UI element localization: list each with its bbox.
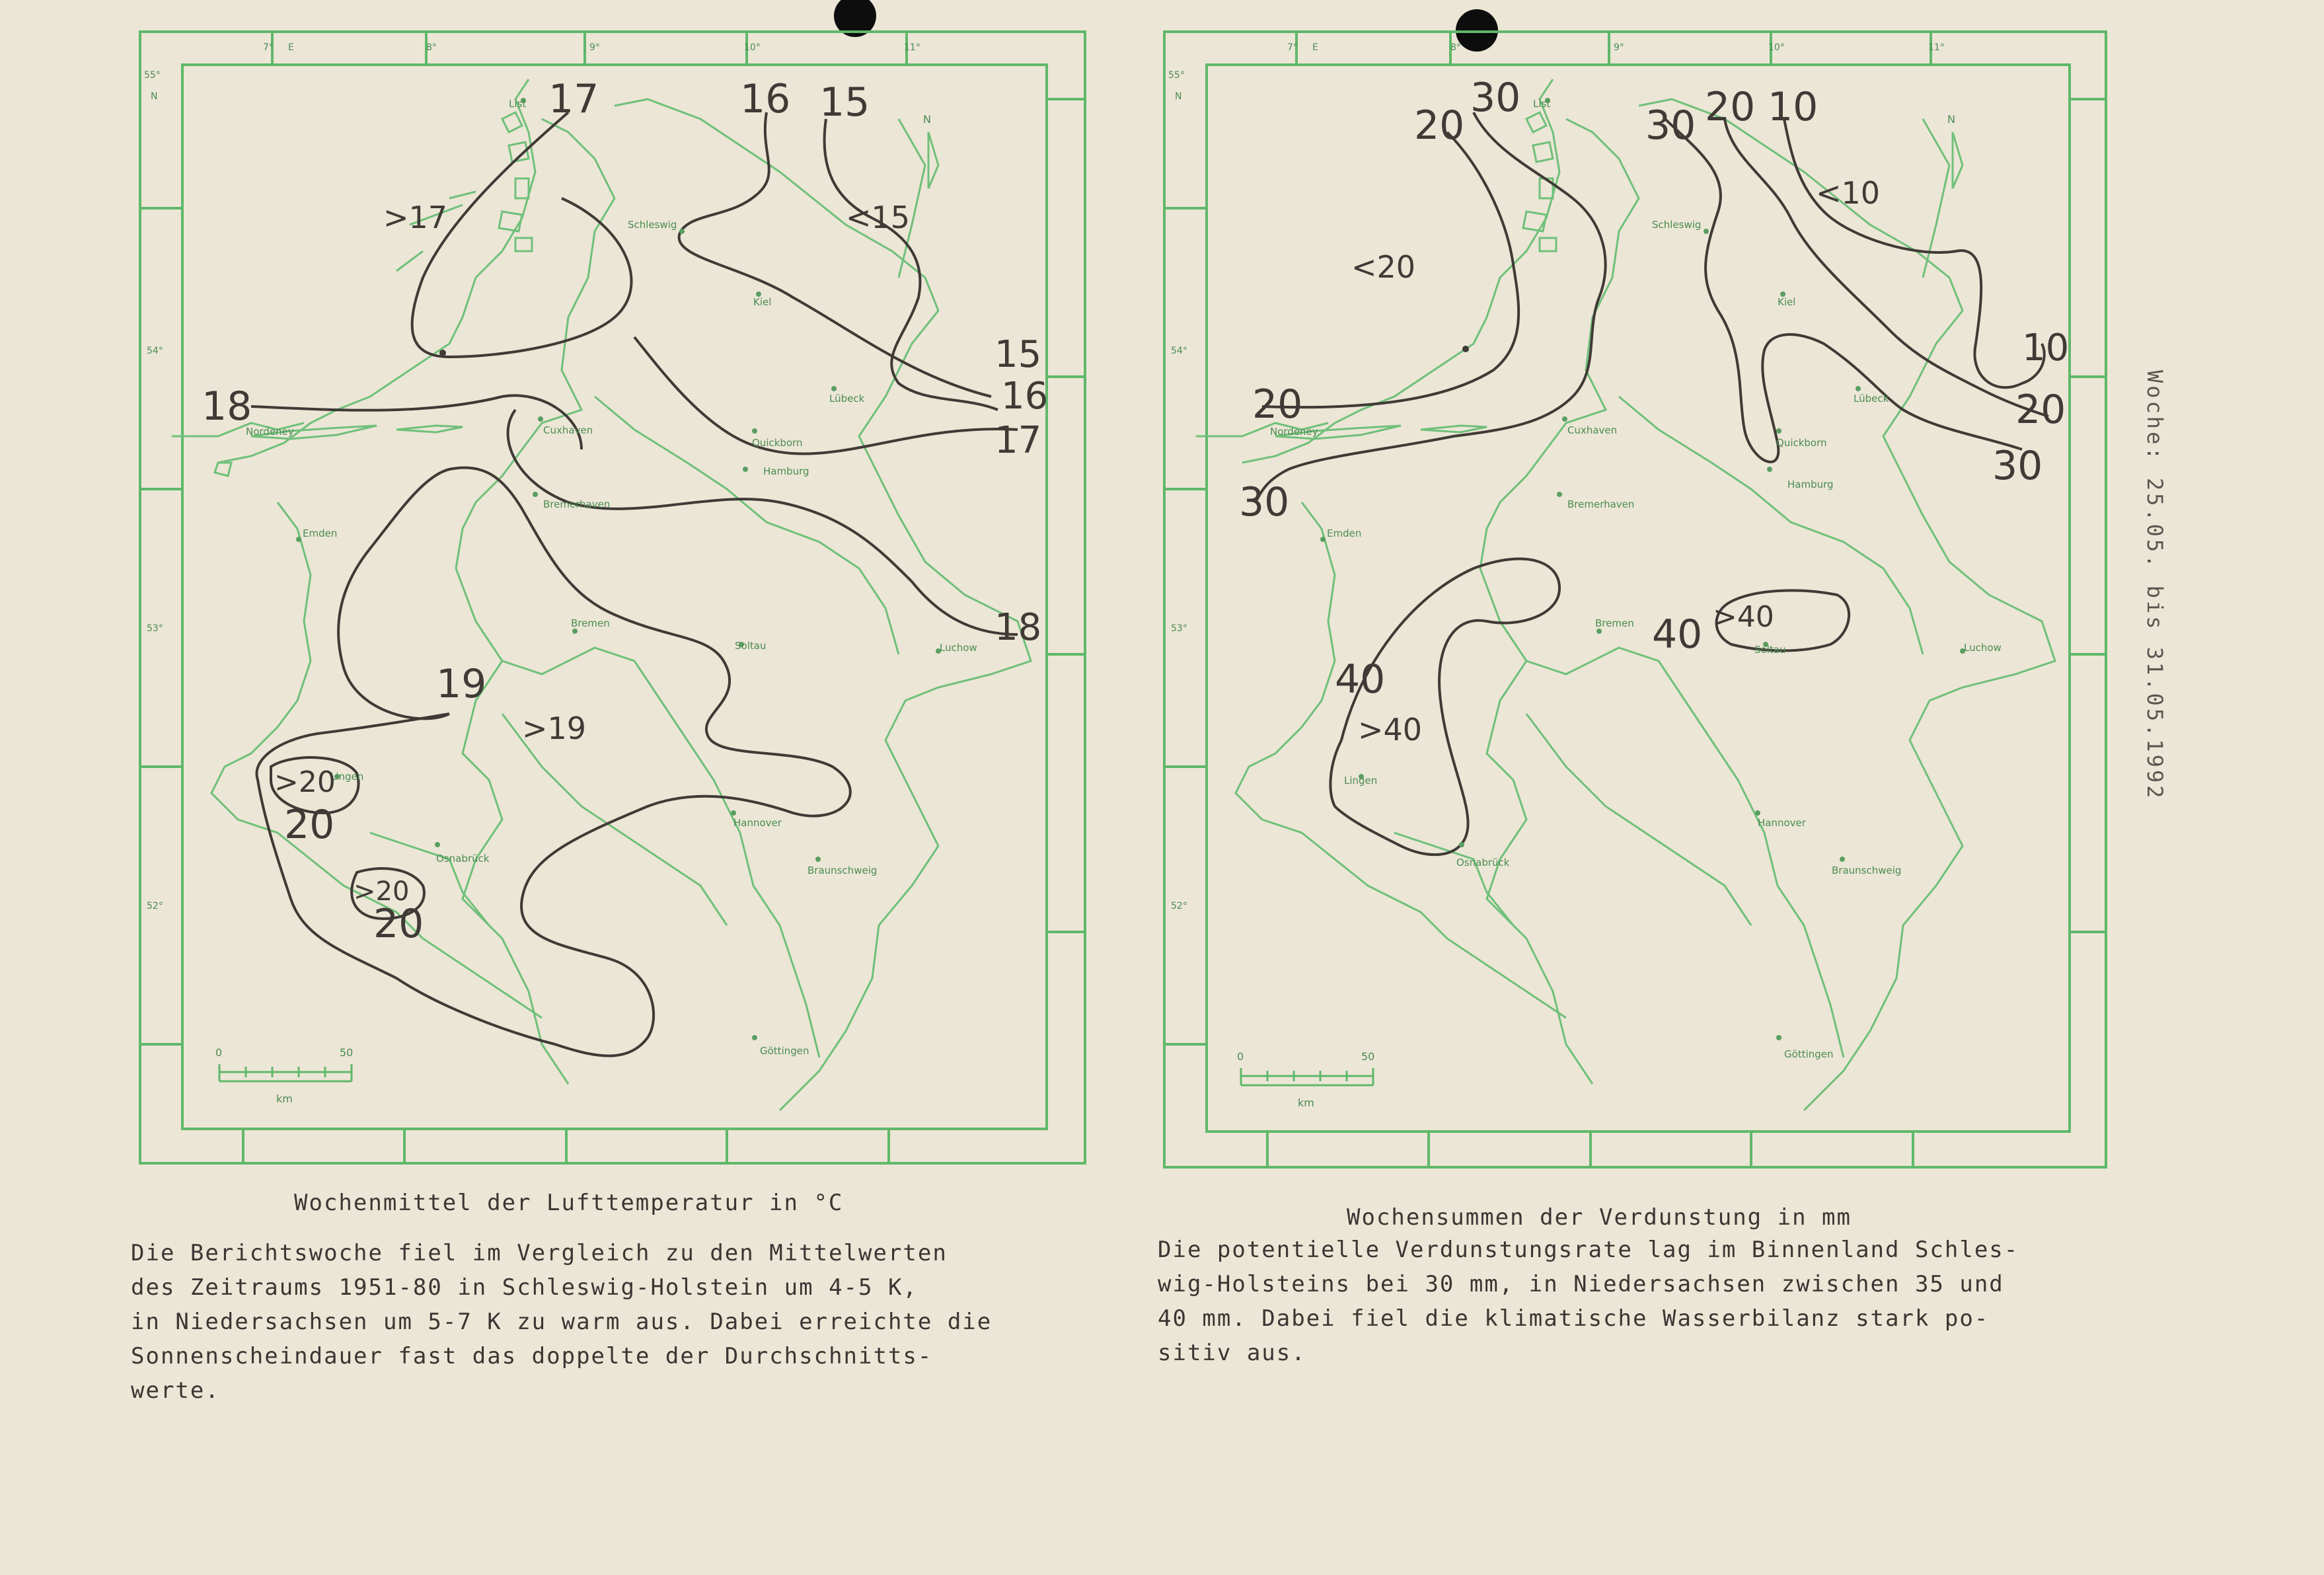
scale-unit: km [1298, 1096, 1314, 1109]
isoline-label: 30 [1239, 479, 1290, 525]
left-map-place-labels [246, 98, 977, 1057]
place-quickborn: Quickborn [1776, 437, 1827, 449]
scale-fifty: 50 [340, 1046, 354, 1059]
right-map-frame [1164, 32, 2106, 1167]
place-list: List [509, 98, 527, 110]
isoline-label: 16 [1001, 375, 1049, 418]
lat-55: 55° [144, 70, 161, 81]
lat-53: 53° [147, 623, 163, 634]
right-map [1164, 32, 2106, 1167]
right-map-caption: Wochensummen der Verdunstung in mm [1347, 1204, 1852, 1231]
lon-7: 7° [1287, 42, 1298, 53]
place-schleswig: Schleswig [628, 219, 677, 231]
place-lingen: Lingen [1344, 775, 1378, 787]
place-luebeck: Lübeck [829, 393, 865, 404]
right-map-coastline-borders [1196, 79, 2055, 1110]
place-list: List [1533, 98, 1551, 110]
isoline-label: 40 [1335, 656, 1386, 703]
lat-55: 55° [1168, 70, 1185, 81]
isoline-label: >17 [383, 200, 448, 235]
place-hamburg: Hamburg [763, 465, 809, 477]
lon-7: 7° [263, 42, 274, 53]
place-goettingen: Göttingen [760, 1045, 809, 1057]
place-cuxhaven: Cuxhaven [1567, 424, 1618, 436]
lon-11: 11° [904, 42, 920, 53]
left-map-islands [215, 112, 532, 476]
place-osnabrueck: Osnabrück [1456, 857, 1510, 868]
lon-9: 9° [1614, 42, 1624, 53]
isoline-label: >20 [354, 876, 410, 907]
place-braunschweig: Braunschweig [807, 864, 878, 876]
isoline-label: >20 [274, 765, 336, 799]
isoline-label: >40 [1713, 600, 1774, 634]
isoline-label: 20 [1414, 102, 1465, 149]
place-hannover: Hannover [733, 817, 782, 829]
right-map-north-arrow [1947, 113, 1963, 188]
isoline-label: <20 [1351, 249, 1416, 285]
lat-n: N [1175, 91, 1182, 102]
right-map-isoline-labels [1239, 75, 2069, 748]
isoline-label: 17 [994, 419, 1042, 462]
lon-10: 10° [744, 42, 761, 53]
north-label: N [1947, 113, 1955, 126]
lat-54: 54° [1171, 346, 1187, 356]
place-kiel: Kiel [753, 296, 772, 308]
isoline-label: 16 [740, 76, 791, 122]
lon-9: 9° [589, 42, 600, 53]
left-map-north-arrow [923, 113, 938, 188]
isoline-label: 19 [436, 661, 487, 707]
place-luchow: Luchow [1964, 642, 2002, 654]
place-kiel: Kiel [1778, 296, 1796, 308]
isoline-label: 40 [1652, 611, 1703, 658]
lon-e: E [288, 42, 294, 53]
north-label: N [923, 113, 931, 126]
place-lingen: Lingen [330, 771, 364, 783]
lon-e: E [1312, 42, 1318, 53]
place-bremen: Bremen [1595, 617, 1634, 629]
lat-52: 52° [1171, 901, 1187, 911]
place-quickborn: Quickborn [752, 437, 803, 449]
isoline-label: 15 [994, 333, 1042, 376]
place-hamburg: Hamburg [1787, 479, 1834, 490]
isoline-label: 20 [373, 901, 424, 947]
lon-8: 8° [1450, 42, 1461, 53]
isoline-label: >40 [1358, 712, 1423, 748]
isoline-label: <10 [1816, 175, 1881, 211]
right-map-place-labels [1270, 98, 2002, 1060]
place-hannover: Hannover [1758, 817, 1806, 829]
isoline-label: 30 [1470, 75, 1521, 121]
scale-zero: 0 [215, 1046, 223, 1059]
lat-n: N [151, 91, 158, 102]
left-map-scale-bar [215, 1046, 353, 1105]
isoline-label: 30 [1645, 102, 1696, 149]
isoline-label: 20 [284, 802, 335, 848]
right-map-description: Die potentielle Verdunstungsrate lag im Binnenland Schles- wig-Holsteins bei 30 mm, in Niedersachsen zwischen 35 und 40 mm. Dabei fiel die klimatische Wasserbilanz stark po- sitiv aus. [1158, 1237, 2019, 1366]
isoline-label: 17 [548, 76, 599, 122]
scale-unit: km [276, 1093, 293, 1105]
place-luebeck: Lübeck [1854, 393, 1889, 404]
isoline-label: >19 [522, 711, 587, 746]
scale-fifty: 50 [1361, 1050, 1375, 1063]
place-goettingen: Göttingen [1784, 1048, 1834, 1060]
place-emden: Emden [303, 527, 338, 539]
lat-54: 54° [147, 346, 163, 356]
place-norderney: Nordeney [1270, 426, 1318, 438]
isoline-label: 20 [1252, 381, 1303, 428]
left-map-caption: Wochenmittel der Lufttemperatur in °C [294, 1190, 844, 1216]
lon-8: 8° [426, 42, 437, 53]
place-braunschweig: Braunschweig [1832, 864, 1902, 876]
lon-11: 11° [1928, 42, 1945, 53]
right-map-graticule-labels [1168, 42, 1945, 911]
place-norderney: Nordeney [246, 426, 294, 438]
place-emden: Emden [1327, 527, 1362, 539]
right-map-scale-bar [1237, 1050, 1374, 1109]
isoline-label: 30 [1992, 443, 2043, 489]
lon-10: 10° [1768, 42, 1785, 53]
isoline-label: 10 [1768, 84, 1818, 130]
place-bremerhaven: Bremerhaven [543, 498, 611, 510]
place-bremerhaven: Bremerhaven [1567, 498, 1635, 510]
week-label: Woche: 25.05. bis 31.05.1992 [2142, 370, 2167, 801]
place-osnabrueck: Osnabrück [436, 853, 490, 864]
left-map-description: Die Berichtswoche fiel im Vergleich zu den Mittelwerten des Zeitraums 1951-80 in Schleswig-Holstein um 4-5 K, in Niedersachsen um 5-7 K zu warm aus. Dabei erreichte die Sonnenscheindauer fast das doppelte der Durchschnitts- werte. [131, 1240, 993, 1404]
scale-zero: 0 [1237, 1050, 1244, 1063]
place-bremen: Bremen [571, 617, 610, 629]
place-soltau: Soltau [1754, 644, 1786, 656]
isoline-label: 20 [2015, 387, 2066, 433]
isoline-label: 20 [1705, 84, 1756, 130]
isoline-label: <15 [846, 200, 911, 235]
left-map [140, 32, 1085, 1163]
lat-52: 52° [147, 901, 163, 911]
isoline-label: 10 [2022, 327, 2070, 369]
isoline-label: 18 [202, 383, 252, 430]
isoline-label: 18 [994, 606, 1042, 649]
place-schleswig: Schleswig [1652, 219, 1702, 231]
place-luchow: Luchow [940, 642, 977, 654]
isoline-label: 15 [819, 79, 870, 126]
place-cuxhaven: Cuxhaven [543, 424, 593, 436]
place-soltau: Soltau [735, 640, 767, 652]
lat-53: 53° [1171, 623, 1187, 634]
left-map-isolines [251, 112, 1018, 1056]
